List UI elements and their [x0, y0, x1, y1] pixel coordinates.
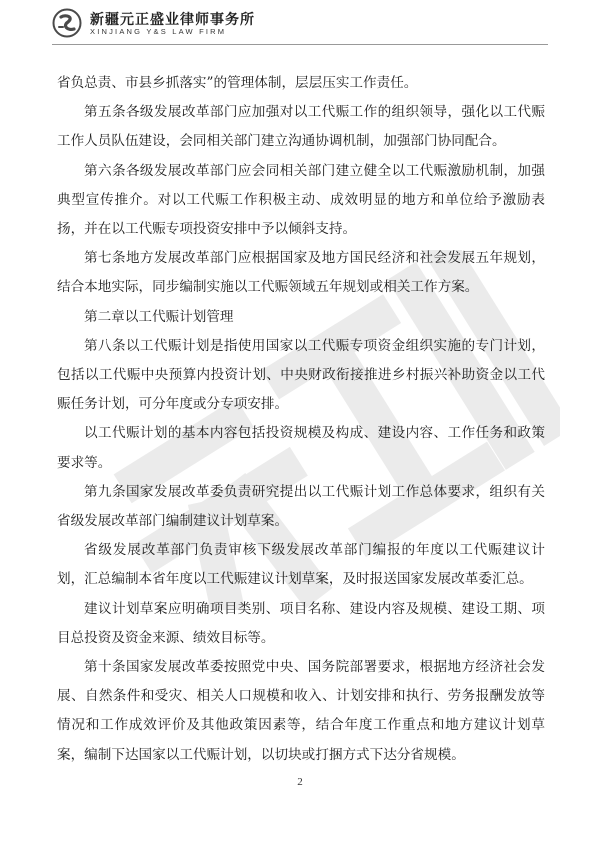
paragraph: 建议计划草案应明确项目类别、项目名称、建设内容及规模、建设工期、项目总投资及资金来源、绩效目标等。: [57, 600, 545, 646]
paragraph: 以工代赈计划的基本内容包括投资规模及构成、建设内容、工作任务和政策要求等。: [57, 425, 545, 471]
paragraph: 省负总责、市县乡抓落实”的管理体制，层层压实工作责任。: [57, 75, 418, 91]
article-10: 第十条国家发展改革委按照党中央、国务院部署要求，根据地方经济社会发展、自然条件和受灾、相关人口规模和收入、计划安排和执行、劳务报酬发放等情况和工作成效评价及其他政策因素等，结合年度工作重点和地方建议计划草案，编制下达国家以工代赈计划，以切块或打捆方式下达分省规模。: [57, 659, 545, 763]
page-number: 2: [297, 776, 303, 788]
firm-name-cn: 新疆元正盛业律师事务所: [90, 12, 255, 28]
chapter-heading: 第二章以工代赈计划管理: [84, 308, 234, 325]
article-8: 第八条以工代赈计划是指使用国家以工代赈专项资金组织实施的专门计划，包括以工代赈中央预算内投资计划、中央财政衔接推进乡村振兴补助资金以工代赈任务计划，可分年度或分专项安排。: [57, 337, 545, 413]
letterhead: [52, 6, 552, 40]
article-6: 第六条各级发展改革部门应会同相关部门建立健全以工代赈激励机制，加强典型宣传推介。对以工代赈工作积极主动、成效明显的地方和单位给予激励表扬，并在以工代赈专项投资安排中予以倾斜支持。: [57, 162, 545, 238]
article-9: 第九条国家发展改革委负责研究提出以工代赈计划工作总体要求，组织有关省级发展改革部门编制建议计划草案。: [57, 483, 545, 530]
header-divider: [52, 44, 548, 45]
paragraph: 省级发展改革部门负责审核下级发展改革部门编报的年度以工代赈建议计划，汇总编制本省年度以工代赈建议计划草案，及时报送国家发展改革委汇总。: [57, 542, 545, 588]
firm-name-en: XINJIANG Y&S LAW FIRM: [90, 27, 227, 36]
ys-circle-logo-icon: [52, 8, 82, 38]
article-5: 第五条各级发展改革部门应加强对以工代赈工作的组织领导，强化以工代赈工作人员队伍建设，会同相关部门建立沟通协调机制，加强部门协同配合。: [57, 104, 545, 150]
article-7: 第七条地方发展改革部门应根据国家及地方国民经济和社会发展五年规划，结合本地实际，同步编制实施以工代赈领域五年规划或相关工作方案。: [57, 250, 545, 296]
document-body: [57, 69, 545, 770]
